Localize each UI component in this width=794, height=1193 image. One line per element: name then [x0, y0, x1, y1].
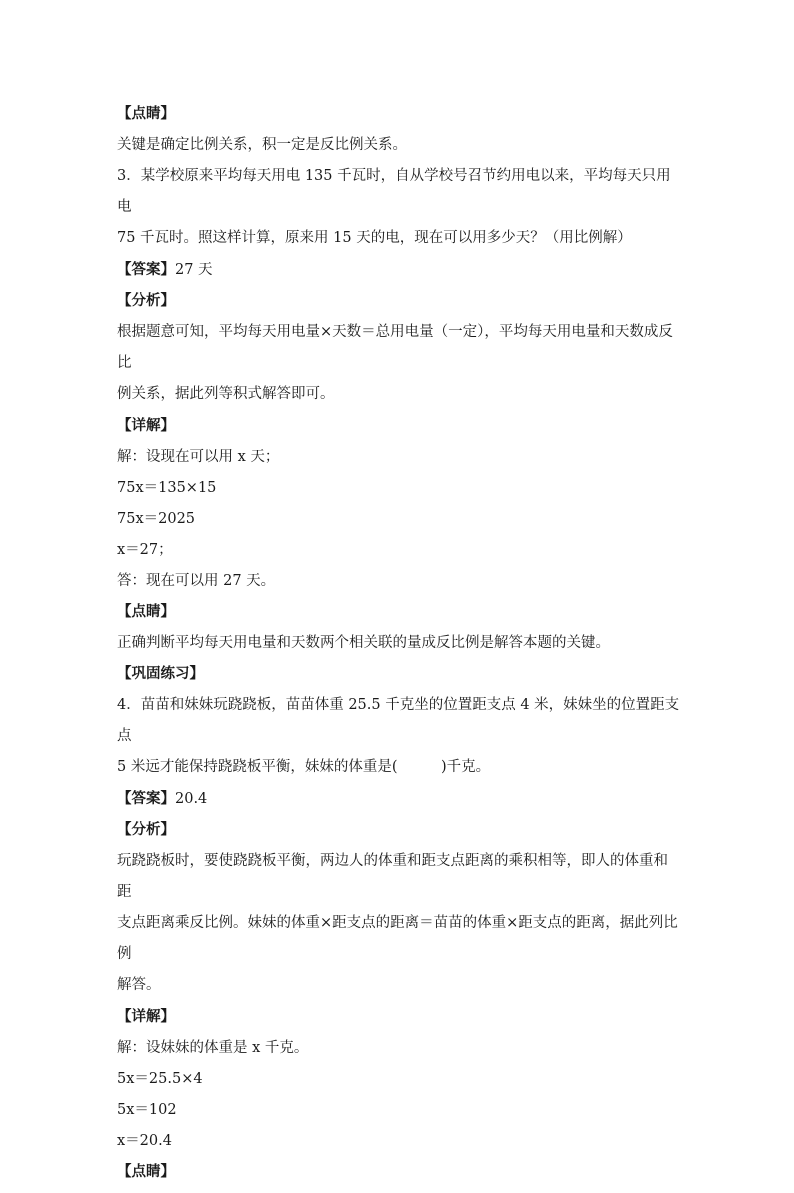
question-3-line-2: 75 千瓦时。照这样计算，原来用 15 天的电，现在可以用多少天？（用比例解） [117, 230, 632, 246]
analysis-line-1: 玩跷跷板时，要使跷跷板平衡，两边人的体重和距支点距离的乘积相等，即人的体重和距 [117, 853, 668, 900]
section-tag-dianjing: 【点睛】 [117, 1163, 175, 1180]
section-tag-analysis: 【分析】 [117, 292, 175, 309]
analysis-line-2: 例关系，据此列等积式解答即可。 [117, 386, 335, 402]
section-tag-dianjing: 【点睛】 [117, 603, 175, 620]
answer-value: 20.4 [175, 791, 208, 807]
solution-step: 解：设现在可以用 x 天； [117, 449, 280, 465]
section-tag-detail: 【详解】 [117, 417, 175, 434]
section-tag-dianjing: 【点睛】 [117, 105, 175, 122]
analysis-line-3: 解答。 [117, 977, 161, 993]
answer-row [117, 789, 682, 809]
question-4 [117, 690, 682, 783]
analysis-text [117, 317, 682, 410]
solution-step: 75x＝135×15 [117, 480, 217, 496]
section-tag-analysis: 【分析】 [117, 821, 175, 838]
section-tag-answer: 【答案】 [117, 790, 175, 807]
solution-step: 5x＝25.5×4 [117, 1071, 203, 1087]
key-point-text: 关键是确定比例关系，积一定是反比例关系。 [117, 137, 407, 153]
key-point-text: 正确判断平均每天用电量和天数两个相关联的量成反比例是解答本题的关键。 [117, 635, 610, 651]
solution-step: 75x＝2025 [117, 511, 196, 527]
section-tag-answer: 【答案】 [117, 261, 175, 278]
section-tag-practice: 【巩固练习】 [117, 665, 204, 682]
question-4-line-1: 4．苗苗和妹妹玩跷跷板，苗苗体重 25.5 千克坐的位置距支点 4 米，妹妹坐的位置距支点 [117, 697, 680, 744]
analysis-text [117, 846, 682, 1001]
question-3-line-1: 3．某学校原来平均每天用电 135 千瓦时，自从学校号召节约用电以来，平均每天只用电 [117, 168, 671, 215]
solution-step: x＝27； [117, 542, 173, 558]
solution-step: x＝20.4 [117, 1133, 172, 1149]
question-4-line-2: 5 米远才能保持跷跷板平衡，妹妹的体重是( )千克。 [117, 759, 491, 775]
solution-step: 5x＝102 [117, 1102, 177, 1118]
solution-step: 解：设妹妹的体重是 x 千克。 [117, 1040, 309, 1056]
question-3 [117, 161, 682, 254]
answer-row [117, 260, 682, 280]
answer-value: 27 天 [175, 262, 213, 278]
solution-answer: 答：现在可以用 27 天。 [117, 573, 276, 589]
section-tag-detail: 【详解】 [117, 1008, 175, 1025]
analysis-line-2: 支点距离乘反比例。妹妹的体重×距支点的距离＝苗苗的体重×距支点的距离，据此列比例 [117, 915, 678, 962]
document-body [117, 104, 682, 1193]
analysis-line-1: 根据题意可知，平均每天用电量×天数＝总用电量（一定），平均每天用电量和天数成反比 [117, 324, 673, 371]
